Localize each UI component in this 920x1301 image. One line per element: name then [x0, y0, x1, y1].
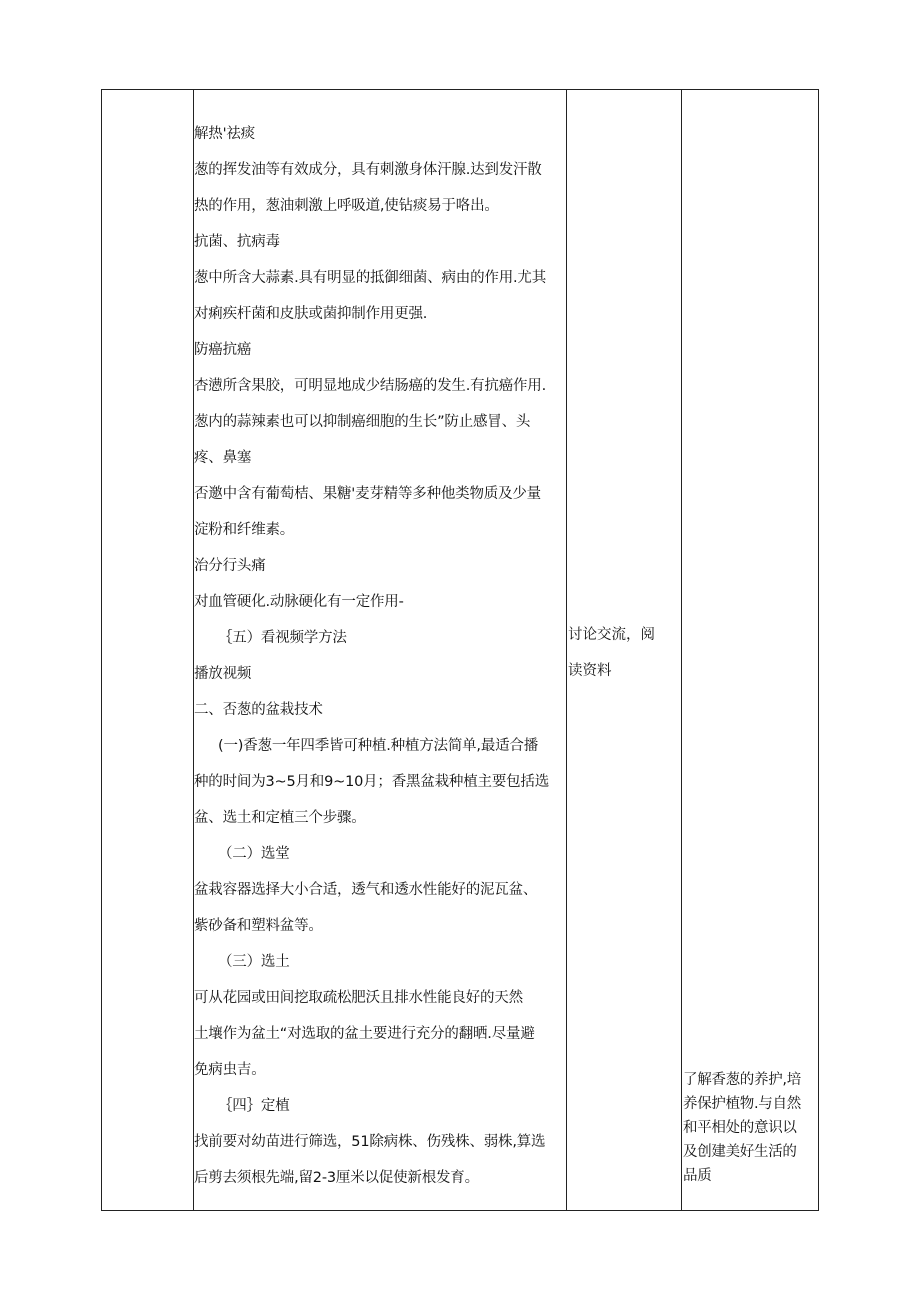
- content-line: 免病虫吉。: [194, 1062, 266, 1078]
- section-heading: （三）选土: [218, 954, 290, 970]
- content-line: 热的作用，葱油刺激上呼吸道,使钻痰易于咯出。: [194, 198, 499, 214]
- student-activity-line: 讨论交流，阅: [568, 627, 655, 643]
- content-line: 淀粉和纤维素。: [194, 522, 295, 538]
- teaching-content-cell: [194, 116, 566, 1196]
- column-divider: [566, 90, 567, 1210]
- content-line: 对血管硬化.动脉硬化有一定作用-: [194, 594, 404, 610]
- column-divider: [681, 90, 682, 1210]
- goal-line: 了解香葱的养护,培: [683, 1072, 801, 1088]
- section-heading: 二、否葱的盆栽技术: [194, 702, 323, 718]
- content-line: 否邀中含有葡萄桔、果糖'麦芽精等多种他类物质及少量: [194, 486, 541, 502]
- content-line: 播放视频: [194, 666, 252, 682]
- content-line: 紫砂备和塑料盆等。: [194, 918, 323, 934]
- goal-line: 及创建美好生活的: [683, 1144, 797, 1160]
- content-line: 杏懑所含果胶，可明显地成少结肠癌的发生.有抗癌作用.: [194, 378, 547, 394]
- content-line: 抗菌、抗病毒: [194, 234, 280, 250]
- goal-line: 和平相处的意识以: [683, 1120, 797, 1136]
- content-line: 治分行头痛: [194, 558, 266, 574]
- content-line: 种的时间为3~5月和9~10月；香黑盆栽种植主要包括选: [194, 774, 550, 790]
- content-line: 土壤作为盆土“对选取的盆土要进行充分的翻晒.尽量避: [194, 1026, 535, 1042]
- content-line: (一)香葱一年四季皆可种植.种植方法简单,最适合播: [218, 738, 539, 754]
- content-line: 防癌抗癌: [194, 342, 252, 358]
- content-line: 可从花园或田间挖取疏松肥沃且排水性能良好的天然: [194, 990, 523, 1006]
- content-line: 葱内的蒜辣素也可以抑制癌细胞的生长”防止感冒、头: [194, 414, 531, 430]
- content-line: 后剪去须根先端,留2-3厘米以促使新根发育。: [194, 1170, 479, 1186]
- section-heading: ｛五）看视频学方法: [218, 630, 347, 646]
- content-line: 葱中所含大蒜素.具有明显的抵御细菌、病由的作用.尤其: [194, 270, 547, 286]
- goal-line: 品质: [683, 1168, 712, 1184]
- content-line: 盆、选土和定植三个步骤。: [194, 810, 366, 826]
- content-line: 疼、鼻塞: [194, 450, 252, 466]
- content-line: 解热'祛痰: [194, 126, 255, 142]
- design-intent-cell: [683, 1068, 817, 1188]
- content-line: 盆栽容器选择大小合适，透气和透水性能好的泥瓦盆、: [194, 882, 538, 898]
- lesson-table: [101, 89, 819, 1211]
- content-line: 对痢疾杆菌和皮肤或菌抑制作用更强.: [194, 306, 428, 322]
- section-heading: （二）选堂: [218, 846, 290, 862]
- content-line: 找前要对幼苗进行筛选，51除病株、伤残株、弱株,算选: [194, 1134, 546, 1150]
- goal-line: 养保护植物.与自然: [683, 1096, 801, 1112]
- content-line: 葱的挥发油等有效成分，具有刺激身体汗腺.达到发汗散: [194, 162, 542, 178]
- student-activity-line: 读资料: [568, 663, 612, 679]
- student-activity-cell: [568, 617, 678, 689]
- section-heading: ｛四｝定植: [218, 1098, 290, 1114]
